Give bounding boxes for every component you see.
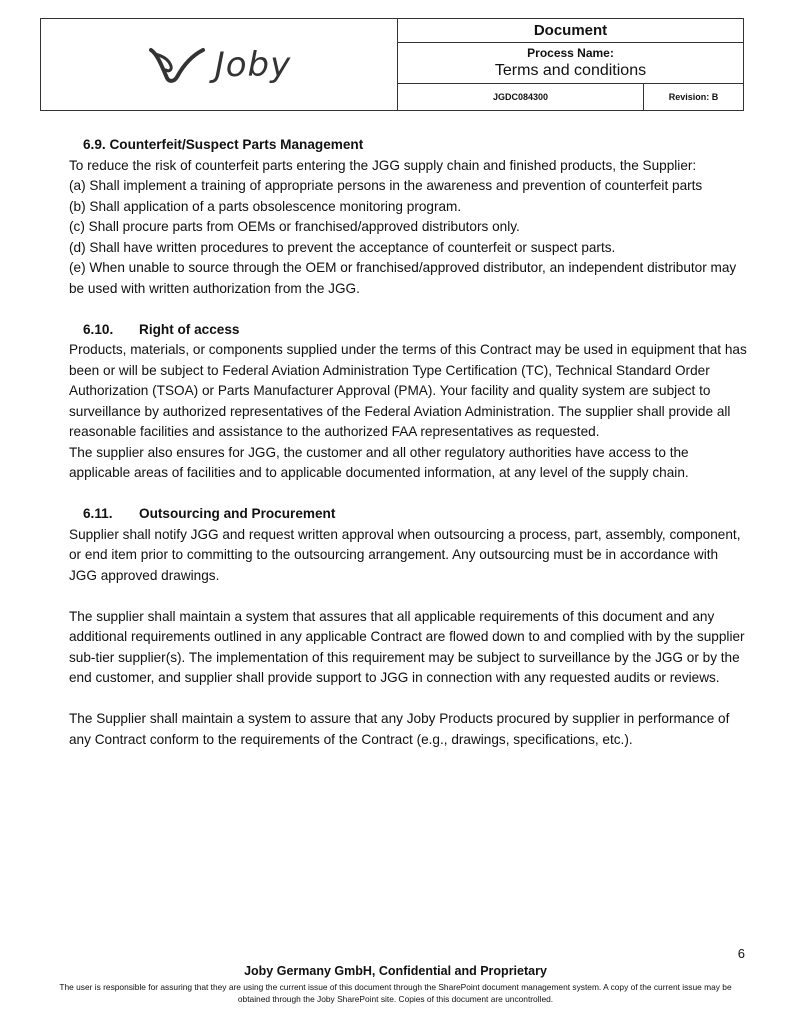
- footer-note: The user is responsible for assuring that they are using the current issue of this document through the SharePoint document management system. A copy of the current issue may be obtained through the Joby SharePoint site. Copies of this document are uncontrolled.: [59, 982, 732, 1004]
- logo: [41, 19, 398, 110]
- paragraph: The supplier shall maintain a system that assures that all applicable requirements of this document and any additional requirements outlined in any applicable Contract are flowed down to and complied with by the supplier sub-tier supplier(s). The implementation of this requirement may be subject to surveillance by the JGG or by the end customer, and supplier shall provide support to JGG in connection with any requested audits or reviews.: [69, 608, 745, 685]
- paragraph: The supplier also ensures for JGG, the customer and all other regulatory authorities have access to the applicable areas of facilities and to applicable documented information, at any level of the supply chain.: [69, 444, 689, 480]
- section-number: 6.11.: [83, 506, 113, 521]
- section-number: 6.10.: [83, 321, 114, 337]
- list-item: (e) When unable to source through the OEM or franchised/approved distributor, an independent distributor may be used with written authorization from the JGG.: [69, 260, 737, 296]
- section-title: Outsourcing and Procurement: [139, 506, 336, 521]
- paragraph: Products, materials, or components supplied under the terms of this Contract may be used in equipment that has been or will be subject to Federal Aviation Administration Type Certification (TC), Technical Standard Order Authorization (TSOA) or Parts Manufacturer Approval (PMA). Your facility and quality system are subject to surveillance by authorized representatives of the Federal Aviation Administration. The supplier shall provide all reasonable facilities and assistance to the authorized FAA representatives as requested.: [69, 342, 747, 439]
- section-title: Right of access: [139, 321, 240, 337]
- id-row: [398, 84, 743, 110]
- document-header: [40, 18, 744, 111]
- joby-logo-icon: [147, 44, 209, 86]
- document-label: Document: [398, 19, 743, 43]
- logo-wordmark: Joby: [214, 44, 292, 85]
- section-heading-6-11: [69, 504, 749, 525]
- paragraph: The Supplier shall maintain a system to assure that any Joby Products procured by supplier in performance of any Contract conform to the requirements of the Contract (e.g., drawings, specifications, etc.).: [69, 711, 730, 747]
- revision: Revision: B: [668, 92, 719, 102]
- list-item: (a) Shall implement a training of appropriate persons in the awareness and prevention of counterfeit parts: [69, 178, 703, 193]
- page-number: 6: [737, 946, 745, 961]
- header-info: [398, 19, 743, 110]
- section-6-9-intro: To reduce the risk of counterfeit parts entering the JGG supply chain and finished products, the Supplier:: [69, 157, 697, 173]
- process-name: Terms and conditions: [494, 62, 647, 79]
- paragraph: Supplier shall notify JGG and request written approval when outsourcing a process, part, assembly, component, or end item prior to committing to the outsourcing arrangement. Any outsourcing must be in accordance with JGG approved drawings.: [69, 526, 741, 583]
- list-item: (c) Shall procure parts from OEMs or franchised/approved distributors only.: [69, 219, 520, 234]
- section-heading-6-9: 6.9. Counterfeit/Suspect Parts Management: [83, 137, 364, 152]
- document-id: JGDC084300: [398, 84, 644, 110]
- footer-title: Joby Germany GmbH, Confidential and Proprietary: [244, 964, 547, 978]
- process-box: [398, 43, 743, 84]
- list-item: (b) Shall application of a parts obsolescence monitoring program.: [69, 198, 462, 214]
- section-heading-6-10: [69, 320, 749, 341]
- document-body: [69, 135, 749, 750]
- process-label: Process Name:: [527, 46, 614, 60]
- list-item: (d) Shall have written procedures to prevent the acceptance of counterfeit or suspect parts.: [69, 239, 616, 255]
